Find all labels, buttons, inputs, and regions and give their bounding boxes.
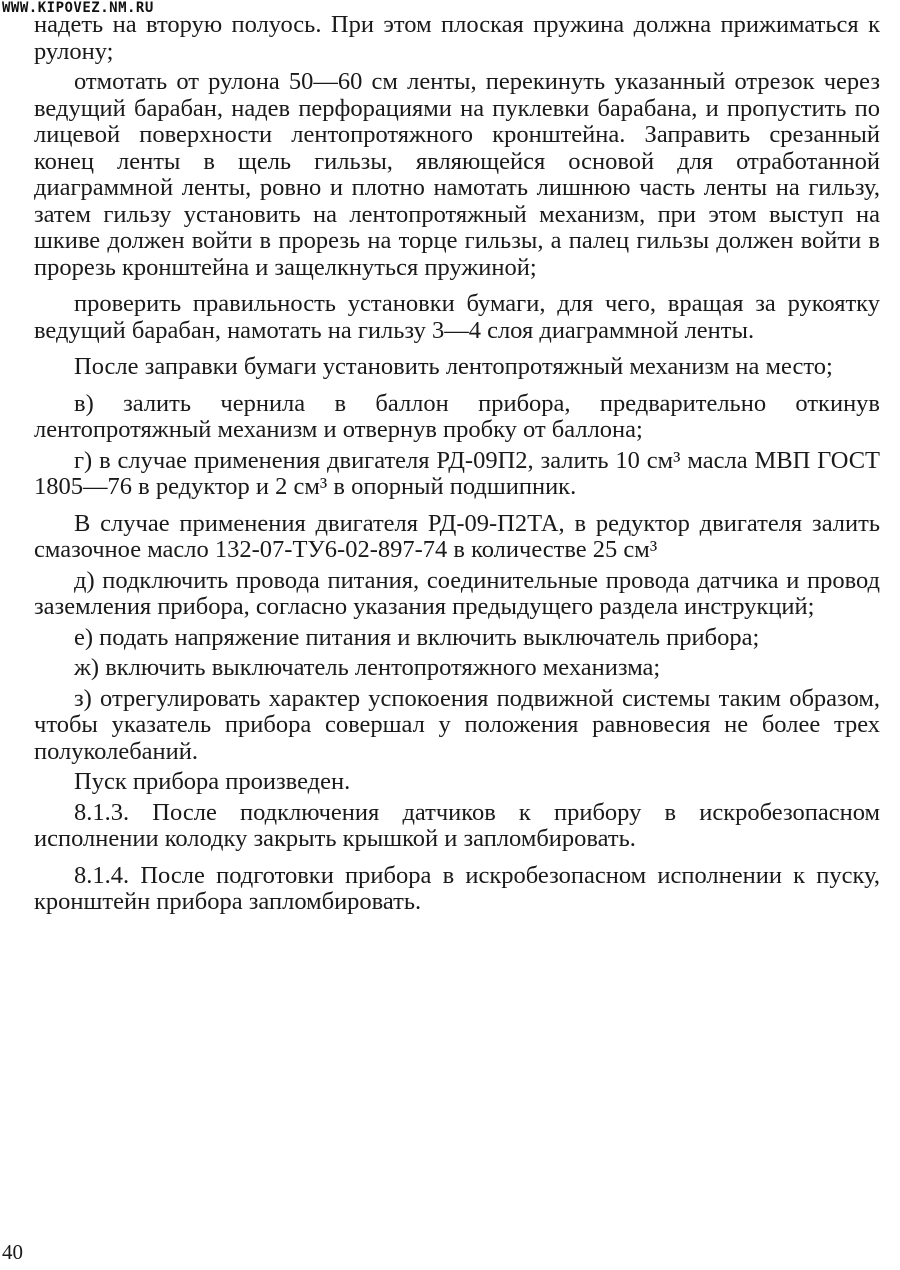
- paragraph-8-1-4: 8.1.4. После подготовки прибора в искробезопасном исполнении к пуску, кронштейн прибора запломбировать.: [34, 861, 880, 915]
- paragraph-oil-rd09p2ta: В случае применения двигателя РД-09-П2ТА, в редуктор двигателя залить смазочное масло 132-07-ТУ6-02-897-74 в количестве 25 см³: [34, 509, 880, 563]
- paragraph-damping: з) отрегулировать характер успокоения подвижной системы таким образом, чтобы указатель прибора совершал у положения равновесия не более трех полуколебаний.: [34, 684, 880, 765]
- site-watermark: WWW.KIPOVEZ.NM.RU: [2, 0, 154, 16]
- page-number: 40: [2, 1240, 23, 1264]
- paragraph-tape-switch: ж) включить выключатель лентопротяжного механизма;: [74, 654, 661, 681]
- paragraph-8-1-3: 8.1.3. После подключения датчиков к прибору в искробезопасном исполнении колодку закрыть крышкой и запломбировать.: [34, 798, 880, 852]
- document-body: [34, 12, 880, 916]
- paragraph-oil-rd09p2: г) в случае применения двигателя РД-09П2, залить 10 см³ масла МВП ГОСТ 1805—76 в редуктор и 2 см³ в опорный подшипник.: [34, 446, 880, 500]
- paragraph-axle: надеть на вторую полуось. При этом плоская пружина должна прижиматься к рулону;: [34, 11, 880, 65]
- paragraph-power-on: е) подать напряжение питания и включить выключатель прибора;: [74, 623, 760, 651]
- paragraph-connect-wires: д) подключить провода питания, соединительные провода датчика и провод заземления прибора, согласно указания предыдущего раздела инструкций;: [34, 566, 880, 620]
- paragraph-check-paper: проверить правильность установки бумаги, для чего, вращая за рукоятку ведущий барабан, намотать на гильзу 3—4 слоя диаграммной ленты.: [34, 290, 880, 344]
- paragraph-install-mechanism: После заправки бумаги установить лентопротяжный механизм на место;: [74, 353, 833, 380]
- paragraph-start-done: Пуск прибора произведен.: [74, 768, 351, 795]
- paragraph-unwind-tape: отмотать от рулона 50—60 см ленты, перекинуть указанный отрезок через ведущий барабан, надев перфорациями на пуклевки барабана, и пропустить по лицевой поверхности лентопротяжного кронштейна. Заправить срезанный конец ленты в щель гильзы, являющейся основой для отработанной диаграммной ленты, ровно и плотно намотать лишнюю часть ленты на гильзу, затем гильзу установить на лентопротяжный механизм, при этом выступ на шкиве должен войти в прорезь на торце гильзы, а палец гильзы должен войти в прорезь кронштейна и защелкнуться пружиной;: [34, 68, 880, 281]
- paragraph-fill-ink: в) залить чернила в баллон прибора, предварительно откинув лентопротяжный механизм и отвернув пробку от баллона;: [34, 389, 880, 443]
